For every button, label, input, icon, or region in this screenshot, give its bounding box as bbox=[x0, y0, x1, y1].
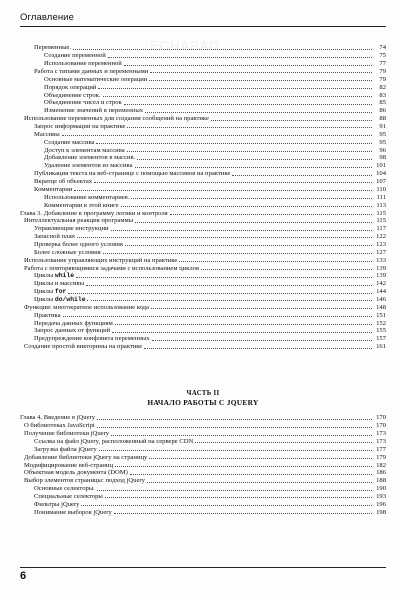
toc-entry-page: 83 bbox=[379, 91, 386, 99]
toc-entry-title: Интеллектуальная реакция программы bbox=[24, 217, 134, 225]
toc-entry bbox=[20, 288, 386, 296]
toc-entry-page: 139 bbox=[376, 272, 386, 280]
toc-entry-title: Функции: многократное использование кода bbox=[24, 303, 149, 311]
dot-leader bbox=[127, 127, 372, 128]
toc-entry-title: Глава 4. Введение в jQuery bbox=[20, 414, 96, 422]
dot-leader bbox=[86, 285, 372, 286]
toc-entry-title: Модифицирование веб-страниц bbox=[24, 461, 113, 469]
toc-entry-title: Запрос информации на практике bbox=[34, 123, 126, 131]
toc-entry-title: Основные селекторы. bbox=[34, 485, 95, 493]
dot-leader bbox=[97, 490, 372, 491]
toc-entry-page: 95 bbox=[379, 130, 386, 138]
toc-entry bbox=[20, 99, 386, 107]
toc-entry bbox=[20, 60, 386, 68]
toc-entry-page: 98 bbox=[379, 154, 386, 162]
toc-entry-title: Массивы bbox=[34, 130, 60, 138]
toc-entry-title: О библиотеках JavaScript bbox=[24, 422, 95, 430]
toc-entry bbox=[20, 225, 386, 233]
toc-entry-page: 96 bbox=[379, 146, 386, 154]
toc-entry bbox=[20, 493, 386, 501]
toc-entry-page: 79 bbox=[379, 75, 386, 83]
toc-entry-title: Глава 3. Добавление в программу логики и контроля bbox=[20, 209, 168, 217]
toc-entry bbox=[20, 185, 386, 193]
dot-leader bbox=[81, 505, 372, 506]
toc-entry bbox=[20, 256, 386, 264]
toc-entry-page: 82 bbox=[379, 83, 386, 91]
toc-entry bbox=[20, 453, 386, 461]
toc-entry-title: Предупреждение конфликта переменных bbox=[34, 335, 150, 343]
toc-entry bbox=[20, 343, 386, 351]
toc-entry bbox=[20, 123, 386, 131]
dot-leader bbox=[144, 348, 372, 349]
toc-entry bbox=[20, 264, 386, 272]
toc-entry-title: Ссылка на файл jQuery, расположенный на сервере CDN bbox=[34, 438, 194, 446]
toc-entry-page: 91 bbox=[379, 123, 386, 131]
toc-entry-page: 101 bbox=[376, 162, 386, 170]
toc-entry bbox=[20, 280, 386, 288]
toc-entry bbox=[20, 217, 386, 225]
toc-entry-page: 173 bbox=[376, 438, 386, 446]
toc-entry bbox=[20, 154, 386, 162]
toc-entry-title: Загрузка файла jQuery bbox=[34, 445, 97, 453]
dot-leader bbox=[137, 159, 372, 160]
dot-leader bbox=[127, 151, 372, 152]
toc-entry bbox=[20, 438, 386, 446]
toc-entry-title: Циклы for bbox=[34, 288, 67, 296]
toc-entry bbox=[20, 477, 386, 485]
toc-entry bbox=[20, 240, 386, 248]
toc-entry-title: Объединение строк. bbox=[44, 91, 101, 99]
toc-entry bbox=[20, 248, 386, 256]
toc-entry-page: 113 bbox=[376, 201, 386, 209]
toc-entry-page: 107 bbox=[376, 178, 386, 186]
toc-entry-title: Вкратце об объектах bbox=[34, 178, 93, 186]
dot-leader bbox=[62, 135, 372, 136]
dot-leader bbox=[201, 269, 372, 270]
toc-entry-page: 193 bbox=[376, 493, 386, 501]
toc-entry-page: 85 bbox=[379, 99, 386, 107]
table-of-contents-part-1 bbox=[20, 44, 386, 351]
dot-leader bbox=[125, 245, 372, 246]
toc-entry-title: Работа с типами данных и переменными bbox=[34, 68, 149, 76]
toc-entry-title: Запасной план bbox=[34, 233, 75, 241]
toc-entry-page: 146 bbox=[376, 295, 386, 303]
toc-entry-code: while bbox=[54, 272, 75, 280]
toc-entry bbox=[20, 209, 386, 217]
toc-entry-title: Запрос данных от функций bbox=[34, 327, 111, 335]
dot-leader bbox=[151, 308, 372, 309]
toc-entry bbox=[20, 91, 386, 99]
toc-entry-title: Добавление библиотеки jQuery на страницу bbox=[24, 453, 148, 461]
toc-entry-title: Проверка более одного условия bbox=[34, 240, 123, 248]
toc-entry-title: Объединение чисел и строк bbox=[44, 99, 122, 107]
toc-entry-page: 186 bbox=[376, 469, 386, 477]
page-number: 6 bbox=[20, 570, 27, 582]
part-title: НАЧАЛО РАБОТЫ С JQUERY bbox=[147, 398, 259, 407]
toc-entry-page: 142 bbox=[376, 280, 386, 288]
toc-entry-page: 115 bbox=[376, 217, 386, 225]
dot-leader bbox=[91, 300, 372, 301]
dot-leader bbox=[135, 167, 372, 168]
dot-leader bbox=[150, 72, 372, 73]
toc-entry-title: Понимание выборок jQuery bbox=[34, 508, 112, 516]
toc-entry bbox=[20, 146, 386, 154]
toc-entry-page: 177 bbox=[376, 445, 386, 453]
toc-entry-title: Работа с повторяющимися задачами с использованием циклов bbox=[24, 264, 200, 272]
toc-entry-page: 115 bbox=[376, 209, 386, 217]
toc-entry-page: 170 bbox=[376, 422, 386, 430]
toc-entry-page: 133 bbox=[376, 256, 386, 264]
toc-entry bbox=[20, 272, 386, 280]
toc-entry bbox=[20, 327, 386, 335]
toc-entry-page: 77 bbox=[379, 60, 386, 68]
dot-leader bbox=[103, 253, 372, 254]
toc-entry-title: Доступ к элементам массива bbox=[44, 146, 125, 154]
toc-entry-title: Циклы while bbox=[34, 272, 75, 280]
dot-leader bbox=[135, 222, 372, 223]
toc-entry bbox=[20, 44, 386, 52]
toc-entry-title: Основные математические операции bbox=[44, 75, 148, 83]
dot-leader bbox=[77, 237, 372, 238]
toc-entry-title: Циклы do/while. bbox=[34, 295, 90, 303]
toc-entry-title: Практика bbox=[34, 311, 61, 319]
toc-entry bbox=[20, 83, 386, 91]
toc-entry-page: 75 bbox=[379, 52, 386, 60]
toc-entry-page: 123 bbox=[376, 240, 386, 248]
toc-entry bbox=[20, 319, 386, 327]
dot-leader bbox=[149, 80, 372, 81]
dot-leader bbox=[68, 293, 372, 294]
toc-entry bbox=[20, 296, 386, 304]
toc-entry-title: Фильтры jQuery bbox=[34, 500, 80, 508]
page-footer bbox=[20, 567, 386, 584]
toc-entry-page: 104 bbox=[376, 170, 386, 178]
dot-leader bbox=[179, 261, 372, 262]
toc-entry-title: Удаление элементов из массива bbox=[44, 162, 133, 170]
toc-entry-title: Использование переменных для создания сообщений на практике bbox=[24, 115, 209, 123]
dot-leader bbox=[105, 497, 372, 498]
dot-leader bbox=[149, 458, 372, 459]
toc-entry-title: Комментарии в этой книге bbox=[44, 201, 119, 209]
toc-entry bbox=[20, 422, 386, 430]
dot-leader bbox=[232, 175, 372, 176]
toc-entry-title: Объектная модель документа (DOM) bbox=[24, 469, 128, 477]
page-header bbox=[20, 11, 386, 27]
dot-leader bbox=[97, 427, 372, 428]
dot-leader bbox=[73, 49, 372, 50]
toc-entry-page: 110 bbox=[376, 185, 386, 193]
dot-leader bbox=[111, 230, 372, 231]
toc-entry-title: Выбор элементов страницы: подход jQuery bbox=[24, 477, 145, 485]
header-title: Оглавление bbox=[20, 12, 74, 23]
toc-entry-page: 161 bbox=[376, 343, 386, 351]
toc-entry bbox=[20, 193, 386, 201]
toc-entry bbox=[20, 311, 386, 319]
toc-entry-page: 188 bbox=[376, 477, 386, 485]
dot-leader bbox=[147, 482, 372, 483]
dot-leader bbox=[124, 104, 372, 105]
dot-leader bbox=[112, 332, 372, 333]
toc-entry-page: 139 bbox=[376, 264, 386, 272]
toc-entry-title: Использование переменной bbox=[44, 60, 122, 68]
toc-entry bbox=[20, 130, 386, 138]
toc-entry bbox=[20, 233, 386, 241]
toc-entry bbox=[20, 414, 386, 422]
toc-entry-title: Передача данных функциям bbox=[34, 319, 113, 327]
toc-entry-page: 95 bbox=[379, 138, 386, 146]
toc-entry-page: 155 bbox=[376, 327, 386, 335]
toc-entry-title: Создание переменной bbox=[44, 52, 106, 60]
dot-leader bbox=[94, 182, 372, 183]
toc-entry-title: Специальные селекторы bbox=[34, 493, 103, 501]
toc-entry-page: 79 bbox=[379, 68, 386, 76]
toc-entry bbox=[20, 68, 386, 76]
toc-entry-title: Использование управляющих инструкций на практике bbox=[24, 256, 178, 264]
toc-entry-page: 173 bbox=[376, 430, 386, 438]
part-number: ЧАСТЬ II bbox=[186, 390, 220, 397]
dot-leader bbox=[114, 513, 372, 514]
toc-entry-title: Циклы и массивы bbox=[34, 280, 85, 288]
toc-entry-title: Создание простой викторины на практике bbox=[24, 343, 143, 351]
toc-entry-title: Переменные. bbox=[34, 44, 72, 52]
toc-entry-page: 144 bbox=[376, 288, 386, 296]
toc-entry bbox=[20, 170, 386, 178]
toc-entry-page: 111 bbox=[376, 193, 386, 201]
toc-entry bbox=[20, 430, 386, 438]
toc-entry-title: Публикация текста на веб-странице с помощью массивов на практике bbox=[34, 170, 231, 178]
toc-entry bbox=[20, 485, 386, 493]
toc-entry-page: 152 bbox=[376, 319, 386, 327]
table-of-contents-part-2 bbox=[20, 414, 386, 516]
toc-entry-page: 127 bbox=[376, 248, 386, 256]
toc-entry-title: Комментарии bbox=[34, 185, 73, 193]
dot-leader bbox=[121, 206, 372, 207]
dot-leader bbox=[108, 57, 372, 58]
toc-entry bbox=[20, 508, 386, 516]
toc-entry-page: 86 bbox=[379, 107, 386, 115]
dot-leader bbox=[103, 96, 372, 97]
toc-entry-code: for bbox=[54, 288, 67, 296]
dot-leader bbox=[97, 419, 372, 420]
toc-entry-title: Более сложные условия bbox=[34, 248, 101, 256]
toc-entry-page: 122 bbox=[376, 233, 386, 241]
toc-entry bbox=[20, 335, 386, 343]
toc-entry-code: do/while. bbox=[54, 295, 90, 303]
dot-leader bbox=[63, 316, 372, 317]
toc-entry bbox=[20, 303, 386, 311]
toc-entry bbox=[20, 445, 386, 453]
toc-entry-title: Изменение значений в переменных bbox=[44, 107, 144, 115]
dot-leader bbox=[170, 214, 372, 215]
toc-entry bbox=[20, 107, 386, 115]
toc-entry bbox=[20, 461, 386, 469]
toc-entry-page: 198 bbox=[376, 508, 386, 516]
dot-leader bbox=[76, 277, 372, 278]
toc-entry bbox=[20, 469, 386, 477]
toc-entry-page: 196 bbox=[376, 500, 386, 508]
dot-leader bbox=[96, 143, 372, 144]
toc-entry bbox=[20, 178, 386, 186]
toc-entry-page: 74 bbox=[379, 44, 386, 52]
dot-leader bbox=[145, 112, 372, 113]
watermark: ЕСНАВАО bbox=[150, 38, 220, 53]
dot-leader bbox=[124, 65, 372, 66]
toc-entry bbox=[20, 115, 386, 123]
dot-leader bbox=[115, 324, 372, 325]
dot-leader bbox=[131, 198, 372, 199]
toc-entry-page: 190 bbox=[376, 485, 386, 493]
dot-leader bbox=[98, 88, 372, 89]
toc-entry-title: Использование комментариев. bbox=[44, 193, 130, 201]
toc-entry-page: 151 bbox=[376, 311, 386, 319]
toc-entry bbox=[20, 162, 386, 170]
dot-leader bbox=[99, 450, 372, 451]
toc-entry bbox=[20, 201, 386, 209]
dot-leader bbox=[74, 190, 372, 191]
toc-entry-title: Получение библиотеки jQuery bbox=[24, 430, 110, 438]
toc-entry-page: 148 bbox=[376, 303, 386, 311]
toc-entry-title: Управляющие инструкции bbox=[34, 225, 109, 233]
dot-leader bbox=[111, 435, 372, 436]
toc-entry bbox=[20, 75, 386, 83]
dot-leader bbox=[130, 474, 372, 475]
toc-entry-page: 117 bbox=[376, 225, 386, 233]
toc-entry-title: Порядок операций bbox=[44, 83, 97, 91]
toc-entry-page: 182 bbox=[376, 461, 386, 469]
dot-leader bbox=[211, 120, 372, 121]
toc-entry bbox=[20, 52, 386, 60]
toc-entry-page: 157 bbox=[376, 335, 386, 343]
toc-entry-page: 179 bbox=[376, 453, 386, 461]
toc-entry bbox=[20, 500, 386, 508]
dot-leader bbox=[152, 340, 372, 341]
dot-leader bbox=[115, 466, 372, 467]
toc-entry-page: 170 bbox=[376, 414, 386, 422]
toc-entry-title: Создание массива bbox=[44, 138, 95, 146]
dot-leader bbox=[195, 442, 372, 443]
toc-entry-page: 88 bbox=[379, 115, 386, 123]
toc-entry bbox=[20, 138, 386, 146]
toc-entry-title: Добавление элементов в массив. bbox=[44, 154, 136, 162]
